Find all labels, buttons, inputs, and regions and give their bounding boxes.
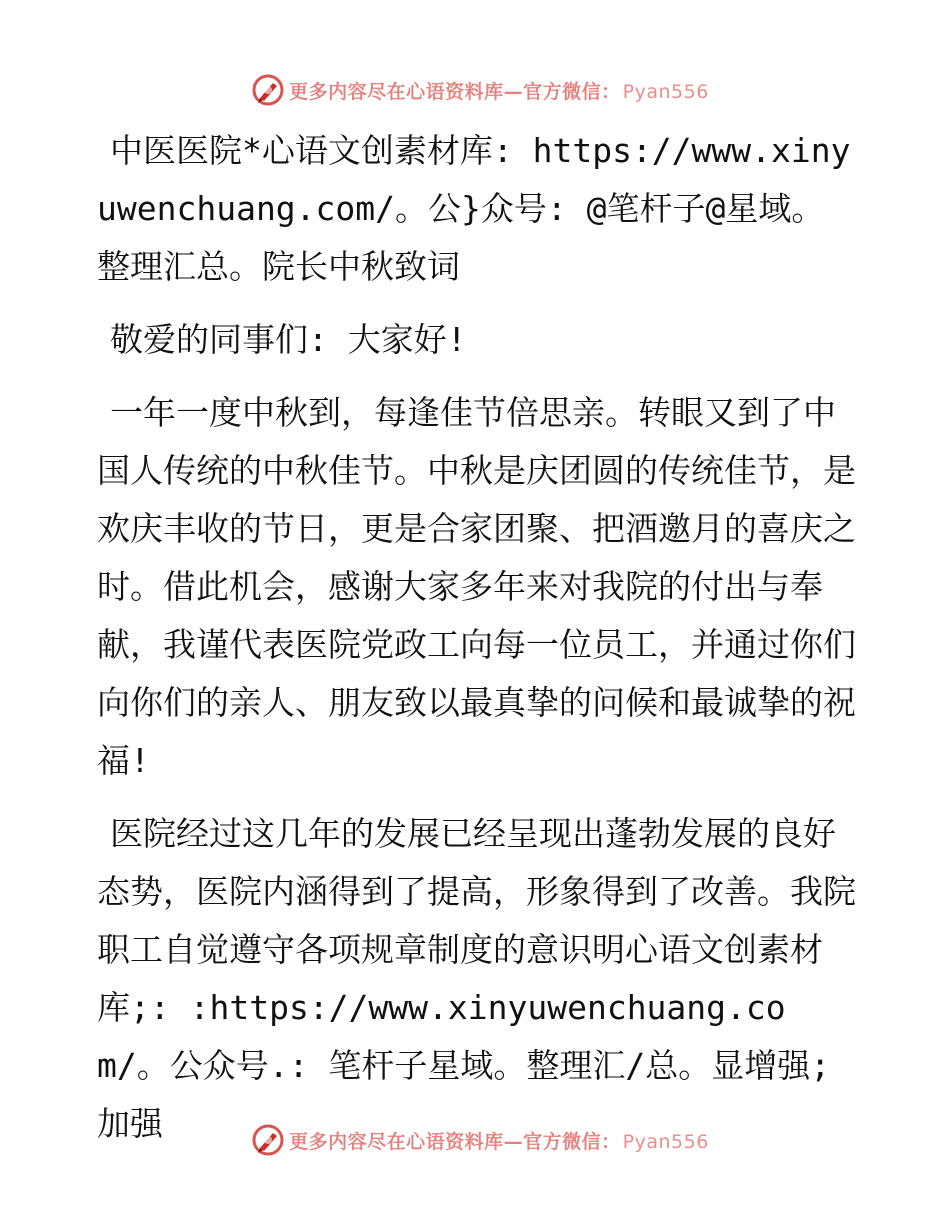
- watermark-cn-text: 更多内容尽在心语资料库—官方微信：: [289, 1130, 621, 1153]
- pen-logo-icon: [251, 1123, 285, 1157]
- header-watermark: [0, 70, 950, 110]
- paragraph-hospital-development: 医院经过这几年的发展已经呈现出蓬勃发展的良好态势，医院内涵得到了提高，形象得到了改善。我院职工自觉遵守各项规章制度的意识明心语文创素材库;: :https://www.xinyuwenchuang.com/。公众号.: 笔杆子星域。整理汇/总。显增强;加强: [97, 814, 856, 1143]
- paragraph-greeting: 敬爱的同事们: 大家好!: [110, 320, 467, 359]
- paragraph-source-header: 中医医院*心语文创素材库: https://www.xinyuwenchuang.com/。公}众号: @笔杆子@星域。整理汇总。院长中秋致词: [97, 131, 851, 286]
- footer-watermark: [0, 1120, 950, 1160]
- pen-logo-icon: [251, 73, 285, 107]
- watermark-wechat-id: Pyan556: [622, 1130, 709, 1153]
- document-body: [97, 122, 857, 1168]
- watermark-text: [289, 77, 709, 104]
- watermark-wechat-id: Pyan556: [622, 80, 709, 103]
- watermark-cn-text: 更多内容尽在心语资料库—官方微信：: [289, 80, 621, 103]
- paragraph-festival-wishes: 一年一度中秋到，每逢佳节倍思亲。转眼又到了中国人传统的中秋佳节。中秋是庆团圆的传统佳节，是欢庆丰收的节日，更是合家团聚、把酒邀月的喜庆之时。借此机会，感谢大家多年来对我院的付出与奉献，我谨代表医院党政工向每一位员工，并通过你们向你们的亲人、朋友致以最真挚的问候和最诚挚的祝福!: [97, 393, 856, 780]
- watermark-text: [289, 1127, 709, 1154]
